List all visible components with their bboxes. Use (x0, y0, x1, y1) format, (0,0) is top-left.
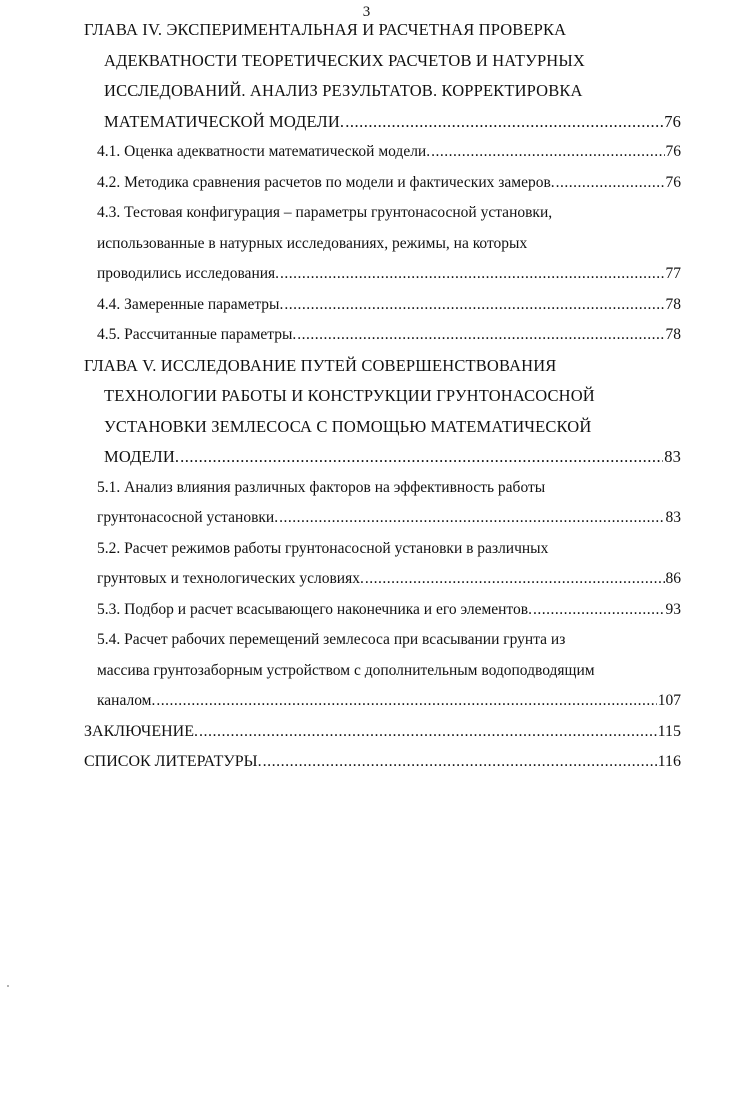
dot-leader (556, 168, 665, 199)
toc-entry-chapter-5[interactable] (84, 442, 681, 473)
page-ref: 76 (665, 173, 681, 191)
toc-entry-text: каналом. (97, 692, 156, 709)
toc-entry-4-4[interactable] (84, 290, 681, 321)
toc-entry-4-3-line-1: 4.3. Тестовая конфигурация – параметры грунтонасосной установки, (97, 204, 553, 221)
page-ref: 107 (657, 692, 681, 709)
page-ref: 86 (665, 570, 681, 587)
page-ref: 83 (665, 509, 681, 526)
toc-entry-text: ЗАКЛЮЧЕНИЕ. (84, 722, 198, 740)
toc-entry-text: 4.2. Методика сравнения расчетов по модели и фактических замеров. (97, 173, 555, 191)
chapter-5-title-line-2: ТЕХНОЛОГИИ РАБОТЫ И КОНСТРУКЦИИ ГРУНТОНАСОСНОЙ (104, 386, 595, 405)
toc-entry-text: грунтонасосной установки. (97, 509, 279, 526)
chapter-4-title-line-1: ГЛАВА IV. ЭКСПЕРИМЕНТАЛЬНАЯ И РАСЧЕТНАЯ ПРОВЕРКА (84, 20, 567, 39)
page-ref: 78 (665, 326, 681, 343)
page-ref: 78 (665, 295, 681, 313)
dot-leader (297, 320, 664, 351)
chapter-4-title-line-2: АДЕКВАТНОСТИ ТЕОРЕТИЧЕСКИХ РАСЧЕТОВ И НАТУРНЫХ (104, 50, 585, 70)
toc-entry-text: проводились исследования. (97, 265, 280, 282)
page-ref: 77 (665, 265, 681, 282)
page-ref: 83 (664, 447, 681, 466)
toc-entry-5-2[interactable] (84, 564, 681, 595)
toc-entry-5-1[interactable] (84, 503, 681, 534)
toc-entry-4-3[interactable] (84, 259, 681, 290)
dot-leader (345, 107, 663, 138)
dot-leader (533, 595, 665, 626)
toc-entry-text: СПИСОК ЛИТЕРАТУРЫ. (84, 753, 262, 770)
toc-entry-5-4-line-2: массива грунтозаборным устройством с дополнительным водоподводящим (97, 661, 595, 679)
toc-entry-4-1[interactable] (84, 137, 681, 168)
toc-entry-5-4[interactable] (84, 686, 681, 717)
toc-entry-text: 4.5. Рассчитанные параметры. (97, 326, 297, 343)
toc-entry-4-2[interactable] (84, 168, 681, 199)
dot-leader (365, 564, 665, 595)
toc-entry-5-3[interactable] (84, 595, 681, 626)
dot-leader (263, 747, 657, 778)
dot-leader (431, 137, 664, 168)
dot-leader (156, 686, 656, 717)
dot-leader (279, 503, 664, 534)
page-number: 3 (362, 4, 371, 20)
toc-entry-text: 5.3. Подбор и расчет всасывающего наконечника и его элементов. (97, 600, 532, 618)
toc-entry-4-3-line-2: использованные в натурных исследованиях, режимы, на которых (97, 234, 528, 252)
toc-entry-5-4-line-1: 5.4. Расчет рабочих перемещений землесоса при всасывании грунта из (97, 631, 566, 648)
toc-entry-5-2-line-1: 5.2. Расчет режимов работы грунтонасосной установки в различных (97, 539, 549, 557)
chapter-5-title-line-1: ГЛАВА V. ИССЛЕДОВАНИЕ ПУТЕЙ СОВЕРШЕНСТВОВАНИЯ (84, 355, 557, 375)
dot-leader (280, 259, 664, 290)
toc-entry-text: грунтовых и технологических условиях. (97, 570, 364, 587)
page-ref: 116 (657, 753, 681, 770)
toc-entry-conclusion[interactable] (84, 717, 681, 748)
scan-speck (7, 985, 9, 987)
chapter-4-title-line-3: ИССЛЕДОВАНИЙ. АНАЛИЗ РЕЗУЛЬТАТОВ. КОРРЕКТИРОВКА (104, 81, 583, 100)
page-ref: 76 (664, 111, 681, 131)
toc-entry-chapter-4[interactable] (84, 107, 681, 138)
toc-entry-4-5[interactable] (84, 320, 681, 351)
chapter-5-title-line-3: УСТАНОВКИ ЗЕМЛЕСОСА С ПОМОЩЬЮ МАТЕМАТИЧЕСКОЙ (104, 416, 592, 436)
toc-entry-text: 4.4. Замеренные параметры. (97, 295, 284, 313)
dot-leader (284, 290, 664, 321)
toc-entry-text: 4.1. Оценка адекватности математической модели. (97, 143, 431, 160)
dot-leader (180, 442, 663, 473)
toc-entry-references[interactable] (84, 747, 681, 778)
page-ref: 93 (665, 600, 681, 618)
dot-leader (199, 717, 657, 748)
table-of-contents (84, 15, 681, 778)
page-ref: 76 (665, 143, 681, 160)
page-ref: 115 (657, 722, 681, 740)
toc-entry-5-1-line-1: 5.1. Анализ влияния различных факторов на эффективность работы (97, 478, 546, 496)
chapter-5-title-line-4: МОДЕЛИ. (104, 447, 180, 466)
chapter-4-title-line-4: МАТЕМАТИЧЕСКОЙ МОДЕЛИ. (104, 111, 345, 131)
